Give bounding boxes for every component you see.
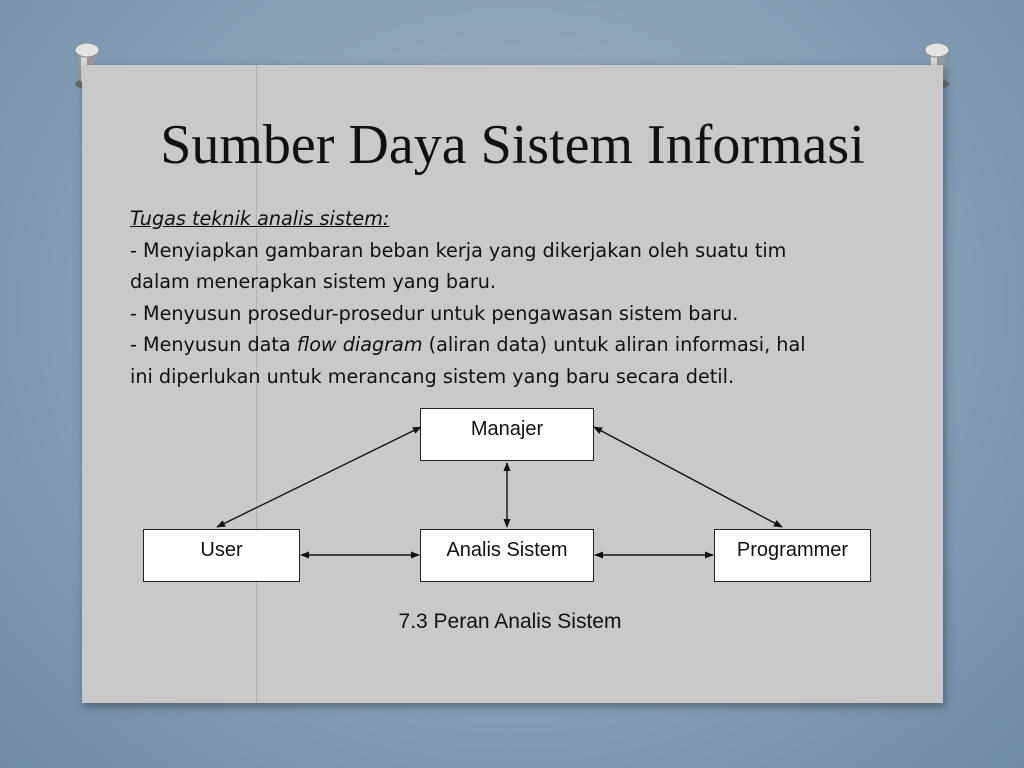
node-user: User [143,529,300,582]
body-text-span: - Menyiapkan gambaran beban kerja yang dikerjakan oleh suatu tim [130,238,787,262]
slide-body [130,203,910,392]
body-heading: Tugas teknik analis sistem: [130,207,390,230]
body-text-span: - Menyusun data [130,333,297,356]
body-text-span: (aliran data) untuk aliran informasi, hal [422,333,806,356]
diagram-caption: 7.3 Peran Analis Sistem [398,610,622,633]
slide-title: Sumber Daya Sistem Informasi [160,114,865,176]
body-line [130,329,910,361]
body-italic-span: flow diagram [296,333,423,356]
body-text-span: - Menyusun prosedur-prosedur untuk pengawasan sistem baru. [130,301,739,325]
node-manajer: Manajer [420,408,594,461]
node-programmer: Programmer [714,529,871,582]
body-line [130,298,910,330]
body-line [130,235,910,267]
body-text-span: ini diperlukan untuk merancang sistem yang baru secara detil. [130,364,735,388]
body-text-span: dalam menerapkan sistem yang baru. [130,270,496,293]
node-analis-sistem: Analis Sistem [420,529,594,582]
body-line [130,361,910,393]
body-line [130,266,910,298]
